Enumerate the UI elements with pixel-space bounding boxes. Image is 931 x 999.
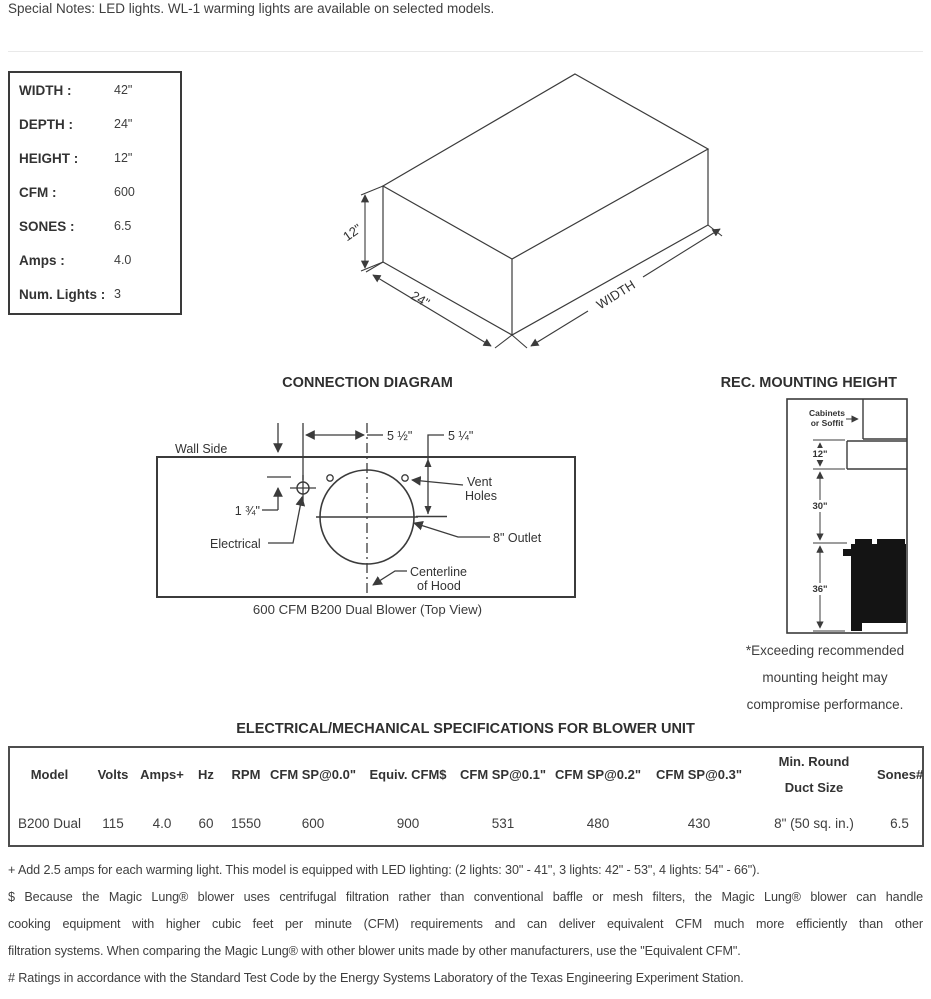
spec-row-sones [10,209,180,243]
vent-holes-label-1: Vent [467,475,493,489]
cell-amps: 4.0 [152,816,172,831]
spec-label: Num. Lights : [19,286,106,302]
cabinets-label-2: or Soffit [810,418,844,428]
mount-dim-36-label: 36" [812,584,828,595]
outlet-leader [414,523,490,537]
hood-top-view-outline [157,457,575,597]
cell-cfm-sp00: 600 [301,816,325,831]
range-silhouette [843,539,906,631]
col-equiv-cfm: Equiv. CFM$ [369,767,447,782]
spec-table-data-row [9,802,923,846]
connection-diagram-title: CONNECTION DIAGRAM [282,375,453,391]
spec-table-container [8,746,924,847]
spec-value: 42" [114,83,133,97]
mounting-warning [700,637,931,718]
spec-label: Amps : [19,252,65,268]
cell-sones: 6.5 [890,816,909,831]
mount-dim-30-label: 30" [812,501,828,512]
vent-hole-right [402,475,408,481]
width-dim-label: WIDTH [593,276,638,313]
centerline-label-1: Centerline [410,565,467,579]
col-duct-size [751,747,877,802]
cell-volts: 115 [102,816,124,831]
mount-dim-12-label: 12" [812,449,828,460]
cell-cfm-sp01: 531 [491,816,515,831]
spec-row-cfm [10,175,180,209]
isometric-hood-diagram [330,60,750,360]
spec-label: DEPTH : [19,116,73,132]
warning-line: *Exceeding recommended [745,643,905,658]
col-duct-size-line1: Min. Round [778,754,850,769]
col-duct-size-line2: Duct Size [784,780,844,795]
cabinets-label-1: Cabinets [809,408,845,418]
blower-spec-table [8,746,924,847]
col-rpm: RPM [231,767,261,782]
footnote-equiv-cfm-line3: filtration systems. When comparing the Magic Lung® with other blower units made by other manufacturers, use the "Equivalent CFM". [8,944,741,958]
connection-caption: 600 CFM B200 Dual Blower (Top View) [252,602,483,617]
spec-table-title: ELECTRICAL/MECHANICAL SPECIFICATIONS FOR BLOWER UNIT [236,721,695,737]
spec-label: CFM : [19,184,57,200]
mounting-height-diagram [785,395,910,638]
footnote-equiv-cfm-line1: $ Because the Magic Lung® blower uses centrifugal filtration rather than conventional baffle or mesh filters, the Magic Lung® blower can handle [8,890,923,904]
spec-value: 12" [114,151,133,165]
spec-row-height [10,141,180,175]
spec-value: 6.5 [114,219,132,233]
dim-1-3quarter [262,477,291,510]
col-amps: Amps+ [140,767,184,782]
col-cfm-sp01: CFM SP@0.1" [459,767,547,782]
cabinet-outline [863,399,907,439]
spec-row-width [10,73,180,107]
spec-row-num-lights [10,277,180,311]
col-cfm-sp03: CFM SP@0.3" [655,767,743,782]
spec-row-amps [10,243,180,277]
connection-diagram [150,420,600,625]
special-notes-text: Special Notes: LED lights. WL-1 warming lights are available on selected models. [8,1,495,16]
top-divider [8,51,923,52]
height-dim-label: 12" [340,220,365,245]
spec-value: 4.0 [114,253,132,267]
dim-5-quarter [428,435,444,514]
depth-dimension [366,262,512,348]
vent-holes-leader [412,480,463,485]
cell-cfm-sp03: 430 [687,816,711,831]
electrical-label: Electrical [210,537,261,551]
outlet-label: 8" Outlet [493,531,542,545]
dimension-ticks [813,440,847,631]
footnote-equiv-cfm-line2: cooking equipment with higher cubic feet per minute (CFM) requirements and can deliver equivalent CFM much more efficiently than other [8,917,923,931]
dim-arrow-down [425,506,432,515]
col-volts: Volts [97,767,129,782]
hood-outline [847,441,907,469]
warning-line: mounting height may [762,670,888,685]
spec-label: HEIGHT : [19,150,79,166]
col-model: Model [30,767,69,782]
dim-1-3quarter-label: 1 ¾" [234,504,260,518]
spec-label: SONES : [19,218,75,234]
electrical-leader [268,497,302,543]
cell-model: B200 Dual [18,816,82,831]
spec-label: WIDTH : [19,82,72,98]
vent-hole-left [327,475,333,481]
footnotes-block [8,857,923,992]
centerline-label-2: of Hood [417,579,461,593]
spec-value: 3 [114,287,121,301]
dim-5-quarter-label: 5 ¼" [448,429,474,443]
height-dimension [361,186,383,271]
spec-table-header-row [9,747,923,802]
col-sones: Sones# [877,767,924,782]
col-cfm-sp00: CFM SP@0.0" [269,767,357,782]
footnote-amps: + Add 2.5 amps for each warming light. This model is equipped with LED lighting: (2 lights: 30" - 41", 3 lights: 42" - 53", 4 lights: 54" - 66"). [8,863,760,877]
spec-row-depth [10,107,180,141]
depth-dim-label: 24" [408,287,433,311]
hood-box-outline [383,74,708,335]
cell-rpm: 1550 [230,816,262,831]
footnote-ratings: # Ratings in accordance with the Standard Test Code by the Energy Systems Laboratory of the Texas Engineering Experiment Station. [8,971,744,985]
spec-value: 24" [114,117,133,131]
mounting-height-title: REC. MOUNTING HEIGHT [720,375,897,391]
cell-hz: 60 [198,816,214,831]
dim-arrow-up [425,459,432,468]
cell-duct-size: 8" (50 sq. in.) [774,816,854,831]
dim-5-half-label: 5 ½" [387,429,413,443]
centerline-leader [373,571,407,585]
warning-line: compromise performance. [746,697,904,712]
col-cfm-sp02: CFM SP@0.2" [554,767,642,782]
wall-side-label: Wall Side [175,442,228,456]
col-hz: Hz [198,767,214,782]
vent-holes-label-2: Holes [465,489,497,503]
cell-cfm-sp02: 480 [586,816,610,831]
spec-value: 600 [114,185,135,199]
cell-equiv-cfm: 900 [396,816,420,831]
quick-specs-panel [8,71,182,315]
